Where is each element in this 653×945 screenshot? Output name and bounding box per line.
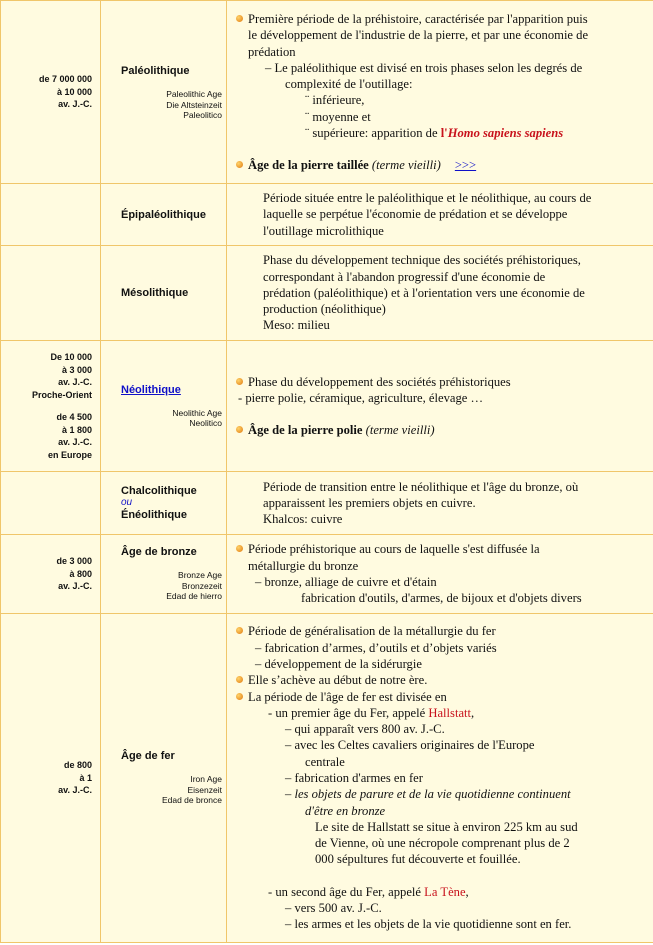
table-row [1,1,653,184]
date-line: av. J.-C. [58,377,92,387]
text-line: complexité de l'outillage: [285,77,413,92]
text-line: - pierre polie, céramique, agriculture, élevage … [238,390,484,405]
text-line: prédation (paléolithique) et à l'orientation vers une économie de [263,285,585,300]
table-row [1,472,653,535]
text: l' [440,126,448,141]
text-line: prédation [248,44,296,59]
table-row [1,614,653,943]
text-line [235,125,649,141]
table-row [1,535,653,614]
text-line: Khalcos: cuivre [263,512,343,527]
date-cell [1,535,101,614]
text: Âge de la pierre taillée [248,158,369,173]
more-link[interactable]: >>> [454,158,477,173]
period-name: Épipaléolithique [121,208,206,221]
date-line: en Europe [47,449,92,460]
date-line: De 10 000 [50,352,92,362]
text-line: Période située entre le paléolithique et le néolithique, au cours de [263,191,592,206]
text-line: d'être en bronze [305,803,386,818]
date-cell [1,614,101,943]
period-name: Paléolithique [121,65,190,77]
text: (terme vieilli) [362,423,435,438]
text: - un premier âge du Fer, appelé [268,705,429,720]
date-line: de 800 [63,760,92,771]
period-translations [121,89,222,121]
period-name: Âge de fer [121,750,175,763]
text-line: Meso: milieu [263,318,330,333]
bullet-line [235,422,649,438]
translation: Paleolithic Age [166,89,222,99]
text-line: – les armes et les objets de la vie quotidienne sont en fer. [285,917,572,932]
text-line: fabrication d'outils, d'armes, de bijoux et d'objets divers [301,591,582,606]
bullet-line: Première période de la préhistoire, caractérisée par l'apparition puis [235,11,649,27]
date-line: à 3 000 [61,364,92,375]
la-tene-text: La Tène [424,884,466,899]
text-line: – fabrication d’armes, d’outils et d’objets variés [255,640,497,655]
period-translations [121,408,222,429]
bullet-line: Phase du développement des sociétés préhistoriques [235,374,649,390]
translation: Bronzezeit [181,580,222,591]
text-line: – Le paléolithique est divisé en trois phases selon les degrés de [265,60,583,75]
text: , [465,884,469,899]
text-line: ¨ moyenne et [305,109,371,124]
period-cell [101,246,227,341]
date-cell [1,341,101,472]
bullet-line: La période de l'âge de fer est divisée en [235,689,649,705]
period-name: Chalcolithique [121,485,197,497]
neolithique-link[interactable]: Néolithique [121,383,181,396]
date-line: de 3 000 [56,556,92,567]
date-line: à 800 [69,568,92,579]
hallstatt-text: Hallstatt [428,705,472,720]
text-line: laquelle se perpétue l'économie de prédation et se développe [263,207,568,222]
date-line: av. J.-C. [58,581,92,592]
period-cell [101,614,227,943]
text-line: de Vienne, où une nécropole comprenant plus de 2 [315,836,570,851]
translation: Edad de hierro [166,591,222,602]
date-cell [1,472,101,535]
text-line [235,884,649,900]
description-cell [227,184,653,246]
table-row [1,184,653,246]
period-cell [101,341,227,472]
bullet-line: Elle s’achève au début de notre ère. [235,672,649,688]
text-line: – qui apparaît vers 800 av. J.-C. [285,722,445,737]
translation: Neolithic Age [172,407,222,418]
date-line: de 4 500 [56,412,92,422]
period-name: Énéolithique [121,509,187,521]
period-translations [121,570,222,602]
period-name: Mésolithique [121,287,189,299]
text-line: l'outillage microlithique [263,223,384,238]
table-row [1,246,653,341]
date-line: à 1 800 [61,424,92,435]
description-cell [227,1,653,184]
date-line: Proche-Orient [31,389,92,400]
period-name: Âge de bronze [121,546,197,559]
text-line: production (néolithique) [263,302,386,317]
period-cell [101,472,227,535]
date-cell [1,184,101,246]
translation: Bronze Age [178,570,222,581]
date-cell [1,246,101,341]
translation: Edad de bronce [161,795,222,806]
description-cell [227,535,653,614]
bullet-line [235,157,649,173]
description-cell [227,246,653,341]
text-line: 000 sépultures fut découverte et fouillée. [315,852,521,867]
translation: Die Altsteinzeit [166,99,222,110]
text: ¨ supérieure: apparition de [305,126,441,141]
text-line: ¨ inférieure, [305,93,365,108]
text-line: le développement de l'industrie de la pierre, et par une économie de [248,28,589,43]
table-row [1,341,653,472]
bullet-line: Période de généralisation de la métallurgie du fer [235,623,649,639]
text-line: centrale [305,754,345,769]
text-line: – avec les Celtes cavaliers originaires de l'Europe [285,738,535,753]
text: , [471,705,475,720]
description-cell [227,341,653,472]
text-line [235,705,649,721]
text-line: – bronze, alliage de cuivre et d'étain [255,575,437,589]
text-line: – les objets de parure et de la vie quotidienne continuent [285,787,571,802]
text-line: apparaissent les premiers objets en cuivre. [263,495,476,510]
translation: Paleolitico [183,110,222,120]
date-line: av. J.-C. [58,785,92,796]
homo-sapiens-text: Homo sapiens sapiens [447,126,564,141]
text: (terme vieilli) [368,158,441,173]
text-line: – vers 500 av. J.-C. [285,901,382,916]
date-cell [1,1,101,184]
date-line: de 7 000 000 [38,74,92,85]
period-translations [121,774,222,806]
translation: Eisenzeit [187,784,222,795]
date-line: à 1 [79,772,92,783]
text-line: – développement de la sidérurgie [255,656,422,671]
period-name [121,384,222,396]
description-cell [227,472,653,535]
translation: Iron Age [190,774,222,785]
date-line: av. J.-C. [58,437,92,447]
period-cell [101,184,227,246]
description-cell [227,614,653,943]
date-line: à 10 000 [56,86,92,97]
text-line: métallurgie du bronze [248,558,359,573]
period-name-ou: ou [121,497,133,508]
bullet-line: Période préhistorique au cours de laquelle s'est diffusée la [235,541,649,557]
text-line: Période de transition entre le néolithique et l'âge du bronze, où [263,479,579,494]
text: Âge de la pierre polie [248,423,363,438]
text-line: correspondant à l'abandon progressif d'une économie de [263,269,546,284]
text-line: Phase du développement technique des sociétés préhistoriques, [263,253,581,268]
period-cell [101,535,227,614]
period-cell [101,1,227,184]
text-line: – fabrication d'armes en fer [285,771,423,785]
translation: Neolitico [189,418,222,428]
text-line: Le site de Hallstatt se situe à environ 225 km au sud [315,819,578,834]
date-line: av. J.-C. [58,99,92,110]
text: - un second âge du Fer, appelé [268,884,425,899]
